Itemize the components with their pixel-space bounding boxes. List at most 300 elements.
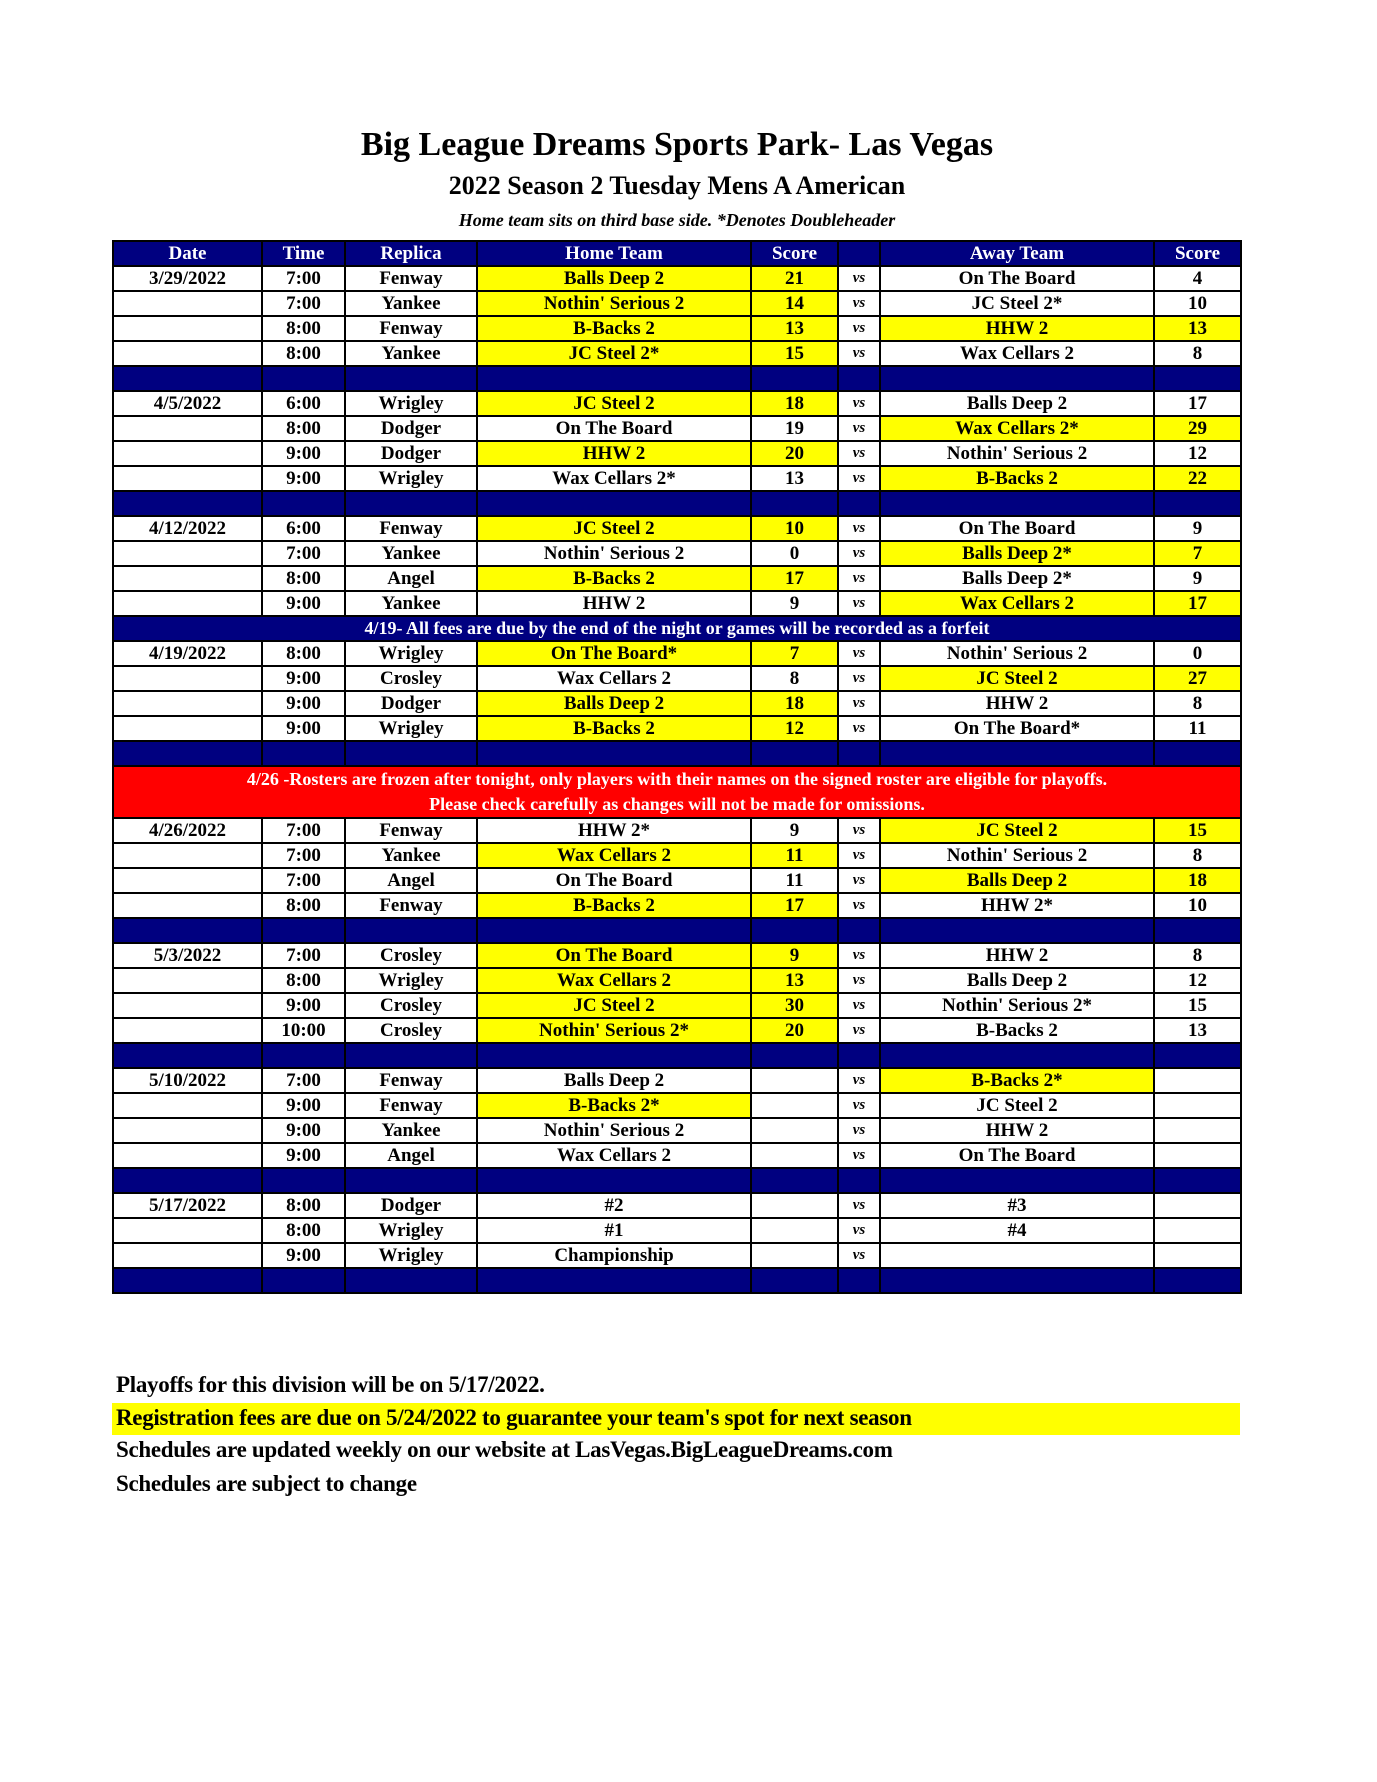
game-row — [113, 466, 1241, 491]
home-score-cell — [751, 1218, 838, 1243]
separator-cell — [113, 1168, 262, 1193]
away-team-cell: JC Steel 2 — [880, 666, 1154, 691]
home-team-cell: JC Steel 2* — [477, 341, 751, 366]
home-team-cell: On The Board* — [477, 641, 751, 666]
home-score-cell: 17 — [751, 893, 838, 918]
date-cell: 4/19/2022 — [113, 641, 262, 666]
column-header-home-team: Home Team — [477, 241, 751, 266]
home-team-cell: Nothin' Serious 2* — [477, 1018, 751, 1043]
home-score-cell: 9 — [751, 943, 838, 968]
separator-row — [113, 1268, 1241, 1293]
away-score-cell: 8 — [1154, 341, 1241, 366]
home-score-cell: 30 — [751, 993, 838, 1018]
home-score-cell: 11 — [751, 868, 838, 893]
date-cell — [113, 893, 262, 918]
home-team-cell: B-Backs 2 — [477, 716, 751, 741]
away-team-cell: On The Board* — [880, 716, 1154, 741]
game-row — [113, 1068, 1241, 1093]
separator-cell — [751, 1168, 838, 1193]
separator-cell — [1154, 741, 1241, 766]
away-team-cell: Balls Deep 2 — [880, 391, 1154, 416]
home-team-cell: Championship — [477, 1243, 751, 1268]
vs-cell: vs — [838, 541, 880, 566]
away-team-cell: Nothin' Serious 2* — [880, 993, 1154, 1018]
replica-cell: Crosley — [345, 1018, 477, 1043]
separator-row — [113, 918, 1241, 943]
roster-notice-row — [113, 766, 1241, 818]
separator-row — [113, 1043, 1241, 1068]
separator-cell — [880, 491, 1154, 516]
time-cell: 9:00 — [262, 716, 345, 741]
replica-cell: Wrigley — [345, 968, 477, 993]
time-cell: 8:00 — [262, 641, 345, 666]
vs-cell: vs — [838, 1118, 880, 1143]
separator-cell — [477, 366, 751, 391]
away-score-cell: 18 — [1154, 868, 1241, 893]
time-cell: 9:00 — [262, 666, 345, 691]
date-cell — [113, 691, 262, 716]
playoffs-note: Playoffs for this division will be on 5/17/2022. — [116, 1372, 545, 1397]
date-cell — [113, 1143, 262, 1168]
time-cell: 8:00 — [262, 1218, 345, 1243]
notice-row — [113, 616, 1241, 641]
separator-cell — [262, 491, 345, 516]
game-row — [113, 316, 1241, 341]
replica-cell: Wrigley — [345, 1243, 477, 1268]
home-score-cell: 7 — [751, 641, 838, 666]
away-score-cell — [1154, 1243, 1241, 1268]
home-score-cell: 0 — [751, 541, 838, 566]
separator-cell — [751, 918, 838, 943]
separator-cell — [880, 1168, 1154, 1193]
separator-cell — [751, 1043, 838, 1068]
date-cell: 4/5/2022 — [113, 391, 262, 416]
game-row — [113, 291, 1241, 316]
date-cell — [113, 1018, 262, 1043]
game-row — [113, 666, 1241, 691]
replica-cell: Yankee — [345, 591, 477, 616]
registration-note: Registration fees are due on 5/24/2022 to guarantee your team's spot for next season — [116, 1405, 912, 1430]
time-cell: 9:00 — [262, 591, 345, 616]
away-team-cell: Nothin' Serious 2 — [880, 843, 1154, 868]
vs-cell: vs — [838, 943, 880, 968]
column-header-replica: Replica — [345, 241, 477, 266]
time-cell: 9:00 — [262, 691, 345, 716]
separator-cell — [1154, 918, 1241, 943]
game-row — [113, 691, 1241, 716]
date-cell: 4/12/2022 — [113, 516, 262, 541]
away-score-cell — [1154, 1118, 1241, 1143]
replica-cell: Crosley — [345, 943, 477, 968]
column-header-home-score: Score — [751, 241, 838, 266]
separator-cell — [477, 918, 751, 943]
vs-cell: vs — [838, 666, 880, 691]
home-team-cell: B-Backs 2 — [477, 893, 751, 918]
time-cell: 10:00 — [262, 1018, 345, 1043]
fees-notice: 4/19- All fees are due by the end of the night or games will be recorded as a forfeit — [113, 616, 1241, 641]
vs-cell: vs — [838, 591, 880, 616]
separator-cell — [880, 918, 1154, 943]
home-score-cell — [751, 1243, 838, 1268]
away-team-cell — [880, 1243, 1154, 1268]
replica-cell: Dodger — [345, 441, 477, 466]
vs-cell: vs — [838, 466, 880, 491]
separator-cell — [113, 1043, 262, 1068]
replica-cell: Yankee — [345, 291, 477, 316]
separator-cell — [345, 918, 477, 943]
away-score-cell — [1154, 1193, 1241, 1218]
time-cell: 9:00 — [262, 1093, 345, 1118]
schedule-note: Home team sits on third base side. *Denotes Doubleheader — [458, 210, 896, 230]
home-score-cell: 19 — [751, 416, 838, 441]
date-cell — [113, 466, 262, 491]
separator-cell — [345, 1168, 477, 1193]
replica-cell: Yankee — [345, 341, 477, 366]
separator-cell — [113, 366, 262, 391]
separator-cell — [345, 366, 477, 391]
replica-cell: Angel — [345, 868, 477, 893]
separator-cell — [751, 491, 838, 516]
separator-cell — [838, 1268, 880, 1293]
replica-cell: Yankee — [345, 843, 477, 868]
vs-cell: vs — [838, 516, 880, 541]
away-score-cell: 10 — [1154, 291, 1241, 316]
separator-cell — [880, 1268, 1154, 1293]
away-score-cell: 15 — [1154, 818, 1241, 843]
date-cell: 4/26/2022 — [113, 818, 262, 843]
separator-cell — [751, 366, 838, 391]
away-team-cell: HHW 2 — [880, 1118, 1154, 1143]
time-cell: 8:00 — [262, 968, 345, 993]
home-team-cell: Wax Cellars 2 — [477, 843, 751, 868]
home-team-cell: Wax Cellars 2 — [477, 666, 751, 691]
away-team-cell: Wax Cellars 2* — [880, 416, 1154, 441]
home-team-cell: HHW 2 — [477, 591, 751, 616]
vs-cell: vs — [838, 1218, 880, 1243]
home-score-cell: 13 — [751, 968, 838, 993]
separator-cell — [113, 1268, 262, 1293]
home-score-cell: 10 — [751, 516, 838, 541]
away-team-cell: #3 — [880, 1193, 1154, 1218]
game-row — [113, 541, 1241, 566]
date-cell — [113, 1218, 262, 1243]
away-score-cell: 13 — [1154, 316, 1241, 341]
home-score-cell: 9 — [751, 591, 838, 616]
schedule-table — [112, 240, 1242, 1294]
replica-cell: Yankee — [345, 1118, 477, 1143]
game-row — [113, 818, 1241, 843]
time-cell: 9:00 — [262, 1118, 345, 1143]
game-row — [113, 716, 1241, 741]
separator-cell — [477, 1268, 751, 1293]
home-team-cell: JC Steel 2 — [477, 993, 751, 1018]
replica-cell: Fenway — [345, 266, 477, 291]
away-team-cell: JC Steel 2* — [880, 291, 1154, 316]
date-cell — [113, 416, 262, 441]
website-note: Schedules are updated weekly on our website at LasVegas.BigLeagueDreams.com — [116, 1437, 893, 1462]
date-cell — [113, 1093, 262, 1118]
away-score-cell: 22 — [1154, 466, 1241, 491]
away-score-cell: 10 — [1154, 893, 1241, 918]
home-team-cell: Nothin' Serious 2 — [477, 1118, 751, 1143]
home-score-cell — [751, 1193, 838, 1218]
home-team-cell: B-Backs 2 — [477, 316, 751, 341]
home-score-cell — [751, 1118, 838, 1143]
game-row — [113, 441, 1241, 466]
home-team-cell: Nothin' Serious 2 — [477, 541, 751, 566]
vs-cell: vs — [838, 968, 880, 993]
game-row — [113, 266, 1241, 291]
time-cell: 7:00 — [262, 843, 345, 868]
vs-cell: vs — [838, 1093, 880, 1118]
vs-cell: vs — [838, 566, 880, 591]
vs-cell: vs — [838, 316, 880, 341]
header-row — [113, 241, 1241, 266]
game-row — [113, 1143, 1241, 1168]
replica-cell: Fenway — [345, 818, 477, 843]
away-team-cell: On The Board — [880, 516, 1154, 541]
home-score-cell: 13 — [751, 466, 838, 491]
date-cell — [113, 968, 262, 993]
roster-notice-line: 4/26 -Rosters are frozen after tonight, only players with their names on the signed roster are eligible for playoffs. — [246, 769, 1108, 789]
away-team-cell: B-Backs 2* — [880, 1068, 1154, 1093]
date-cell — [113, 1118, 262, 1143]
away-score-cell — [1154, 1068, 1241, 1093]
separator-cell — [751, 741, 838, 766]
replica-cell: Wrigley — [345, 1218, 477, 1243]
away-score-cell: 17 — [1154, 591, 1241, 616]
date-cell — [113, 316, 262, 341]
away-score-cell: 27 — [1154, 666, 1241, 691]
separator-cell — [345, 1268, 477, 1293]
away-score-cell: 8 — [1154, 691, 1241, 716]
separator-cell — [1154, 1268, 1241, 1293]
column-header-date: Date — [113, 241, 262, 266]
away-score-cell: 15 — [1154, 993, 1241, 1018]
home-score-cell: 18 — [751, 691, 838, 716]
home-score-cell — [751, 1068, 838, 1093]
game-row — [113, 341, 1241, 366]
game-row — [113, 516, 1241, 541]
vs-cell: vs — [838, 893, 880, 918]
date-cell — [113, 566, 262, 591]
home-score-cell: 18 — [751, 391, 838, 416]
separator-cell — [262, 1268, 345, 1293]
away-team-cell: Balls Deep 2* — [880, 566, 1154, 591]
game-row — [113, 993, 1241, 1018]
home-team-cell: HHW 2 — [477, 441, 751, 466]
replica-cell: Fenway — [345, 1093, 477, 1118]
date-cell — [113, 591, 262, 616]
home-team-cell: Balls Deep 2 — [477, 691, 751, 716]
replica-cell: Crosley — [345, 666, 477, 691]
separator-cell — [113, 491, 262, 516]
vs-cell: vs — [838, 1018, 880, 1043]
home-score-cell: 11 — [751, 843, 838, 868]
away-team-cell: Balls Deep 2 — [880, 868, 1154, 893]
time-cell: 8:00 — [262, 566, 345, 591]
game-row — [113, 1118, 1241, 1143]
time-cell: 7:00 — [262, 868, 345, 893]
game-row — [113, 968, 1241, 993]
separator-row — [113, 1168, 1241, 1193]
date-cell — [113, 441, 262, 466]
vs-cell: vs — [838, 818, 880, 843]
separator-row — [113, 366, 1241, 391]
home-team-cell: Wax Cellars 2 — [477, 1143, 751, 1168]
vs-cell: vs — [838, 291, 880, 316]
away-team-cell: Balls Deep 2 — [880, 968, 1154, 993]
date-cell — [113, 1243, 262, 1268]
replica-cell: Fenway — [345, 516, 477, 541]
vs-cell: vs — [838, 843, 880, 868]
away-team-cell: Wax Cellars 2 — [880, 591, 1154, 616]
home-score-cell: 20 — [751, 441, 838, 466]
separator-cell — [477, 1043, 751, 1068]
separator-cell — [838, 491, 880, 516]
game-row — [113, 1093, 1241, 1118]
away-team-cell: B-Backs 2 — [880, 466, 1154, 491]
page-title: Big League Dreams Sports Park- Las Vegas — [360, 126, 994, 163]
time-cell: 8:00 — [262, 316, 345, 341]
home-score-cell: 8 — [751, 666, 838, 691]
home-team-cell: HHW 2* — [477, 818, 751, 843]
separator-cell — [880, 741, 1154, 766]
date-cell: 5/3/2022 — [113, 943, 262, 968]
time-cell: 7:00 — [262, 266, 345, 291]
game-row — [113, 1018, 1241, 1043]
away-team-cell: Nothin' Serious 2 — [880, 641, 1154, 666]
home-score-cell: 9 — [751, 818, 838, 843]
away-score-cell: 12 — [1154, 441, 1241, 466]
home-team-cell: B-Backs 2* — [477, 1093, 751, 1118]
time-cell: 7:00 — [262, 1068, 345, 1093]
separator-cell — [838, 366, 880, 391]
date-cell: 3/29/2022 — [113, 266, 262, 291]
separator-cell — [751, 1268, 838, 1293]
separator-row — [113, 491, 1241, 516]
date-cell — [113, 716, 262, 741]
vs-cell: vs — [838, 1193, 880, 1218]
time-cell: 9:00 — [262, 441, 345, 466]
date-cell — [113, 993, 262, 1018]
home-team-cell: On The Board — [477, 868, 751, 893]
separator-cell — [345, 741, 477, 766]
separator-cell — [838, 741, 880, 766]
replica-cell: Fenway — [345, 1068, 477, 1093]
separator-cell — [262, 1043, 345, 1068]
away-team-cell: On The Board — [880, 266, 1154, 291]
home-team-cell: On The Board — [477, 943, 751, 968]
away-team-cell: JC Steel 2 — [880, 818, 1154, 843]
away-team-cell: JC Steel 2 — [880, 1093, 1154, 1118]
vs-cell: vs — [838, 266, 880, 291]
column-header-away-team: Away Team — [880, 241, 1154, 266]
time-cell: 6:00 — [262, 391, 345, 416]
date-cell: 5/17/2022 — [113, 1193, 262, 1218]
home-score-cell: 20 — [751, 1018, 838, 1043]
vs-cell: vs — [838, 868, 880, 893]
separator-cell — [345, 491, 477, 516]
home-score-cell: 15 — [751, 341, 838, 366]
separator-cell — [262, 1168, 345, 1193]
game-row — [113, 1193, 1241, 1218]
replica-cell: Fenway — [345, 316, 477, 341]
separator-cell — [1154, 491, 1241, 516]
replica-cell: Angel — [345, 1143, 477, 1168]
home-score-cell: 21 — [751, 266, 838, 291]
away-team-cell: #4 — [880, 1218, 1154, 1243]
separator-cell — [1154, 366, 1241, 391]
vs-cell: vs — [838, 1068, 880, 1093]
separator-cell — [1154, 1043, 1241, 1068]
replica-cell: Yankee — [345, 541, 477, 566]
time-cell: 8:00 — [262, 1193, 345, 1218]
separator-cell — [477, 741, 751, 766]
vs-cell: vs — [838, 641, 880, 666]
away-score-cell: 11 — [1154, 716, 1241, 741]
vs-cell: vs — [838, 691, 880, 716]
vs-cell: vs — [838, 341, 880, 366]
separator-cell — [262, 918, 345, 943]
away-team-cell: Wax Cellars 2 — [880, 341, 1154, 366]
away-team-cell: HHW 2 — [880, 316, 1154, 341]
separator-cell — [345, 1043, 477, 1068]
home-score-cell: 14 — [751, 291, 838, 316]
vs-cell: vs — [838, 1243, 880, 1268]
game-row — [113, 1243, 1241, 1268]
vs-cell: vs — [838, 416, 880, 441]
game-row — [113, 591, 1241, 616]
game-row — [113, 868, 1241, 893]
away-score-cell: 12 — [1154, 968, 1241, 993]
date-cell — [113, 843, 262, 868]
time-cell: 8:00 — [262, 341, 345, 366]
separator-cell — [477, 1168, 751, 1193]
away-score-cell — [1154, 1143, 1241, 1168]
date-cell — [113, 291, 262, 316]
time-cell: 7:00 — [262, 291, 345, 316]
time-cell: 7:00 — [262, 818, 345, 843]
away-team-cell: On The Board — [880, 1143, 1154, 1168]
away-team-cell: Nothin' Serious 2 — [880, 441, 1154, 466]
away-team-cell: Balls Deep 2* — [880, 541, 1154, 566]
away-score-cell: 4 — [1154, 266, 1241, 291]
home-team-cell: B-Backs 2 — [477, 566, 751, 591]
replica-cell: Crosley — [345, 993, 477, 1018]
separator-cell — [838, 1043, 880, 1068]
time-cell: 7:00 — [262, 541, 345, 566]
away-score-cell: 13 — [1154, 1018, 1241, 1043]
time-cell: 9:00 — [262, 466, 345, 491]
away-score-cell: 29 — [1154, 416, 1241, 441]
replica-cell: Angel — [345, 566, 477, 591]
replica-cell: Wrigley — [345, 391, 477, 416]
game-row — [113, 843, 1241, 868]
separator-cell — [477, 491, 751, 516]
away-score-cell — [1154, 1093, 1241, 1118]
separator-cell — [262, 741, 345, 766]
time-cell: 7:00 — [262, 943, 345, 968]
separator-row — [113, 741, 1241, 766]
date-cell: 5/10/2022 — [113, 1068, 262, 1093]
separator-cell — [880, 366, 1154, 391]
separator-cell — [262, 366, 345, 391]
page-subtitle: 2022 Season 2 Tuesday Mens A American — [448, 171, 906, 200]
vs-cell: vs — [838, 1143, 880, 1168]
vs-cell: vs — [838, 716, 880, 741]
home-score-cell — [751, 1093, 838, 1118]
